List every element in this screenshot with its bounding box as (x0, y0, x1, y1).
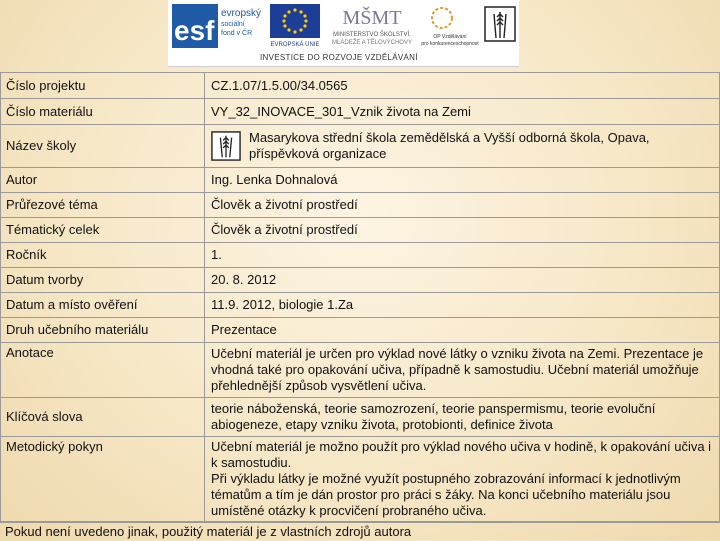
row-value: 20. 8. 2012 (205, 268, 720, 293)
logo-strip (168, 0, 519, 67)
school-name: Masarykova střední škola zemědělská a Vyšší odborná škola, Opava, příspěvková organizace (249, 130, 650, 161)
table-row (1, 293, 720, 318)
eu-caption: EVROPSKÁ UNIE (270, 42, 320, 48)
table-row (1, 343, 720, 398)
row-label: Datum tvorby (1, 268, 205, 293)
table-row (1, 193, 720, 218)
msmt-line2: MLÁDEŽE A TĚLOVÝCHOVY (332, 40, 412, 46)
table-row (1, 318, 720, 343)
esf-line2: sociální (221, 21, 245, 28)
table-row (1, 218, 720, 243)
row-value-methodology (205, 437, 720, 522)
row-label: Číslo materiálu (1, 99, 205, 125)
row-label: Druh učebního materiálu (1, 318, 205, 343)
eu-flag-icon (266, 4, 324, 48)
table-row (1, 437, 720, 522)
table-row (1, 168, 720, 193)
row-label: Metodický pokyn (1, 437, 205, 522)
msmt-mark: MŠMT (342, 7, 402, 29)
school-logo-icon (211, 131, 241, 161)
msmt-line1: MINISTERSTVO ŠKOLSTVÍ, (333, 32, 411, 38)
msmt-logo (328, 2, 416, 48)
row-value: 11.9. 2012, biologie 1.Za (205, 293, 720, 318)
row-label: Ročník (1, 243, 205, 268)
metadata-table (0, 72, 720, 522)
row-value: CZ.1.07/1.5.00/34.0565 (205, 73, 720, 99)
row-value: Člověk a životní prostředí (205, 193, 720, 218)
row-label: Název školy (1, 125, 205, 168)
footer-note: Pokud není uvedeno jinak, použitý materiál je z vlastních zdrojů autora (0, 522, 720, 541)
row-value: Ing. Lenka Dohnalová (205, 168, 720, 193)
row-value: Učební materiál je určen pro výklad nové látky o vzniku života na Zemi. Prezentace je vhodná také pro opakování učiva, případně k samostudiu. Učební materiál umožňuje přehlednější způsob vysvětlení učiva. (205, 343, 720, 398)
row-label: Datum a místo ověření (1, 293, 205, 318)
row-value-school (205, 125, 720, 168)
row-label: Číslo projektu (1, 73, 205, 99)
row-value: Prezentace (205, 318, 720, 343)
row-value: VY_32_INOVACE_301_Vznik života na Zemi (205, 99, 720, 125)
row-label: Tématický celek (1, 218, 205, 243)
op-line1: OP Vzdělávání (433, 34, 467, 40)
op-vk-logo (420, 4, 480, 48)
table-row (1, 73, 720, 99)
methodology-line: Učební materiál je možno použít pro výklad nového učiva v hodině, k opakování učiva i k samostudiu. (211, 439, 712, 470)
table-row (1, 268, 720, 293)
row-label: Anotace (1, 343, 205, 398)
row-value: 1. (205, 243, 720, 268)
table-row (1, 398, 720, 437)
school-logo-icon (484, 6, 516, 42)
row-label: Klíčová slova (1, 398, 205, 437)
row-value: Člověk a životní prostředí (205, 218, 720, 243)
row-label: Průřezové téma (1, 193, 205, 218)
methodology-line: Při výkladu látky je možné využít postupného zobrazování informací k jednotlivým tématům a tím je dán prostor pro práci s žáky. Na konci učebního materiálu jsou umístěné otázky k procvičení probraného učiva. (211, 471, 681, 518)
op-line2: pro konkurenceschopnost (421, 41, 479, 47)
row-value: teorie náboženská, teorie samozrození, teorie panspermismu, teorie evoluční abiogeneze, etapy vzniku života, protobionti, definice života (205, 398, 720, 437)
table-row (1, 243, 720, 268)
esf-logo (172, 4, 264, 48)
slogan: INVESTICE DO ROZVOJE VZDĚLÁVÁNÍ (260, 53, 418, 62)
esf-line1: evropský (221, 8, 262, 19)
esf-mark: esf (174, 15, 215, 46)
table-row (1, 125, 720, 168)
esf-line3: fond v ČR (221, 30, 253, 37)
row-label: Autor (1, 168, 205, 193)
table-row (1, 99, 720, 125)
